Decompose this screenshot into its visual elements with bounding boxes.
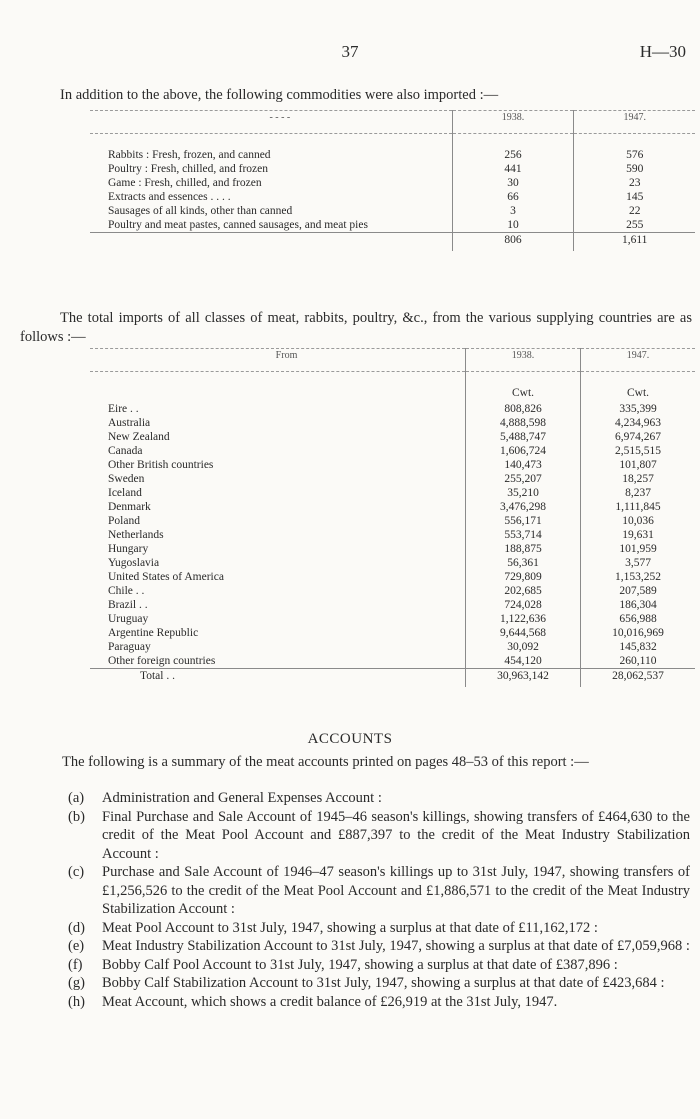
value-1947: 576 [574,148,695,162]
country-label: New Zealand [108,431,170,443]
value-1947: 4,234,963 [581,416,695,430]
table-header [90,349,695,372]
accounts-intro: The following is a summary of the meat accounts printed on pages 48–53 of this report :— [62,754,589,770]
table-row [90,416,695,430]
country-label: Brazil . . [108,599,148,611]
table-total-row [90,669,695,688]
list-item [68,993,690,1012]
value-1938: 4,888,598 [466,416,581,430]
list-marker: (g) [68,975,85,991]
value-1938: 256 [452,148,574,162]
value-1947: 101,959 [581,542,695,556]
imports-by-country-table [90,348,695,687]
country-label: Eire . . [108,403,139,415]
value-1947: 8,237 [581,486,695,500]
value-1938: 724,028 [466,598,581,612]
list-text: Meat Pool Account to 31st July, 1947, showing a surplus at that date of £11,162,172 : [102,919,598,936]
commodity-label: Extracts and essences . . . . [108,191,231,203]
value-1938: 30 [452,176,574,190]
table-row [90,626,695,640]
table-row [90,598,695,612]
country-label: Argentine Republic [108,627,199,639]
value-1938: 1,122,636 [466,612,581,626]
list-text: Final Purchase and Sale Account of 1945–46 season's killings, showing transfers of £464,630 to the credit of the Meat Pool Account and £887,397 to the credit of the Meat Industry Stabilization Account : [102,808,690,862]
page-header [0,42,700,64]
list-text: Bobby Calf Pool Account to 31st July, 1947, showing a surplus at that date of £387,896 : [102,956,618,973]
value-1938: 729,809 [466,570,581,584]
country-label: Yugoslavia [108,557,160,569]
header-1938: 1938. [452,111,574,134]
value-1947: 207,589 [581,584,695,598]
table-row [90,204,695,218]
value-1938: 808,826 [466,402,581,416]
total-label: Total . . [90,669,466,688]
list-item [68,808,690,864]
unit-1947: Cwt. [581,386,695,402]
commodity-label: Poultry and meat pastes, canned sausages, and meat pies [108,219,368,231]
value-1938: 441 [452,162,574,176]
value-1947: 590 [574,162,695,176]
value-1947: 335,399 [581,402,695,416]
total-1947: 1,611 [574,233,695,252]
value-1938: 66 [452,190,574,204]
commodities-table [90,110,695,251]
value-1938: 56,361 [466,556,581,570]
value-1947: 1,153,252 [581,570,695,584]
table-row [90,402,695,416]
list-text: Meat Industry Stabilization Account to 31st July, 1947, showing a surplus at that date of £7,059,968 : [102,938,690,954]
value-1947: 6,974,267 [581,430,695,444]
table-row [90,556,695,570]
table-row [90,584,695,598]
value-1938: 3 [452,204,574,218]
value-1947: 19,631 [581,528,695,542]
header-from: From [90,349,466,372]
table-row [90,528,695,542]
value-1938: 3,476,298 [466,500,581,514]
value-1938: 188,875 [466,542,581,556]
value-1938: 35,210 [466,486,581,500]
list-marker: (b) [68,808,85,825]
header-1947: 1947. [574,111,695,134]
table-row [90,148,695,162]
table-row [90,514,695,528]
value-1938: 9,644,568 [466,626,581,640]
total-1938: 30,963,142 [466,669,581,688]
list-marker: (d) [68,919,85,936]
total-1947: 28,062,537 [581,669,695,688]
country-label: Denmark [108,501,151,513]
table-row [90,640,695,654]
total-1938: 806 [452,233,574,252]
page-number: 37 [341,42,359,61]
country-label: Sweden [108,473,145,485]
value-1947: 145,832 [581,640,695,654]
table-row [90,218,695,233]
commodity-label: Sausages of all kinds, other than canned [108,205,293,217]
country-label: Poland [108,515,140,527]
country-label: Paraguay [108,641,151,653]
value-1947: 22 [574,204,695,218]
value-1938: 454,120 [466,654,581,669]
list-text: Administration and General Expenses Account : [102,790,382,806]
list-item [68,863,690,919]
table-row [90,176,695,190]
header-1947: 1947. [581,349,695,372]
value-1947: 255 [574,218,695,233]
table-row [90,570,695,584]
value-1947: 3,577 [581,556,695,570]
table-row [90,190,695,204]
list-text: Purchase and Sale Account of 1946–47 season's killings up to 31st July, 1947, showing transfers of £1,256,526 to the credit of the Meat Pool Account and £1,886,571 to the credit of the Meat Industry Stabilization Account : [102,864,690,917]
country-label: Other British countries [108,459,214,471]
value-1938: 1,606,724 [466,444,581,458]
commodity-label: Poultry : Fresh, chilled, and frozen [108,163,269,175]
imports-intro: The total imports of all classes of meat, rabbits, poultry, &c., from the various supplying countries are as follows :— [20,310,692,345]
table-row [90,458,695,472]
country-label: Uruguay [108,613,149,625]
table-header [90,111,695,134]
document-reference: H—30 [639,42,686,61]
unit-1938: Cwt. [466,386,581,402]
list-item [68,956,690,975]
list-item [68,789,690,808]
table-row [90,430,695,444]
table-row [90,654,695,669]
value-1947: 1,111,845 [581,500,695,514]
table-row [90,486,695,500]
header-label: - - - - [90,111,452,134]
value-1938: 140,473 [466,458,581,472]
country-label: Other foreign countries [108,655,216,667]
list-marker: (f) [68,956,83,973]
value-1938: 202,685 [466,584,581,598]
commodity-label: Game : Fresh, chilled, and frozen [108,177,262,189]
value-1938: 255,207 [466,472,581,486]
value-1938: 10 [452,218,574,233]
value-1947: 145 [574,190,695,204]
country-label: United States of America [108,571,224,583]
value-1938: 553,714 [466,528,581,542]
list-marker: (e) [68,938,85,954]
list-item [68,919,690,938]
accounts-heading: ACCOUNTS [307,731,393,747]
country-label: Australia [108,417,151,429]
list-marker: (h) [68,993,85,1010]
table-total-row [90,233,695,252]
country-label: Hungary [108,543,149,555]
commodities-intro: In addition to the above, the following commodities were also imported :— [60,87,499,103]
country-label: Netherlands [108,529,164,541]
value-1938: 30,092 [466,640,581,654]
value-1947: 260,110 [581,654,695,669]
accounts-list [68,789,690,1011]
value-1947: 101,807 [581,458,695,472]
list-item [68,974,690,993]
value-1947: 10,036 [581,514,695,528]
table-row [90,472,695,486]
value-1947: 10,016,969 [581,626,695,640]
country-label: Canada [108,445,143,457]
list-marker: (a) [68,790,85,806]
table-row [90,444,695,458]
country-label: Chile . . [108,585,145,597]
table-row [90,500,695,514]
value-1947: 23 [574,176,695,190]
list-item [68,937,690,956]
table-row [90,612,695,626]
value-1947: 656,988 [581,612,695,626]
country-label: Iceland [108,487,142,499]
value-1947: 18,257 [581,472,695,486]
value-1947: 2,515,515 [581,444,695,458]
value-1947: 186,304 [581,598,695,612]
list-text: Bobby Calf Stabilization Account to 31st July, 1947, showing a surplus at that date of £423,684 : [102,975,665,991]
table-row [90,162,695,176]
value-1938: 556,171 [466,514,581,528]
table-row [90,542,695,556]
value-1938: 5,488,747 [466,430,581,444]
header-1938: 1938. [466,349,581,372]
units-row [90,386,695,402]
commodity-label: Rabbits : Fresh, frozen, and canned [108,149,271,161]
list-marker: (c) [68,864,85,880]
list-text: Meat Account, which shows a credit balance of £26,919 at the 31st July, 1947. [102,993,558,1010]
